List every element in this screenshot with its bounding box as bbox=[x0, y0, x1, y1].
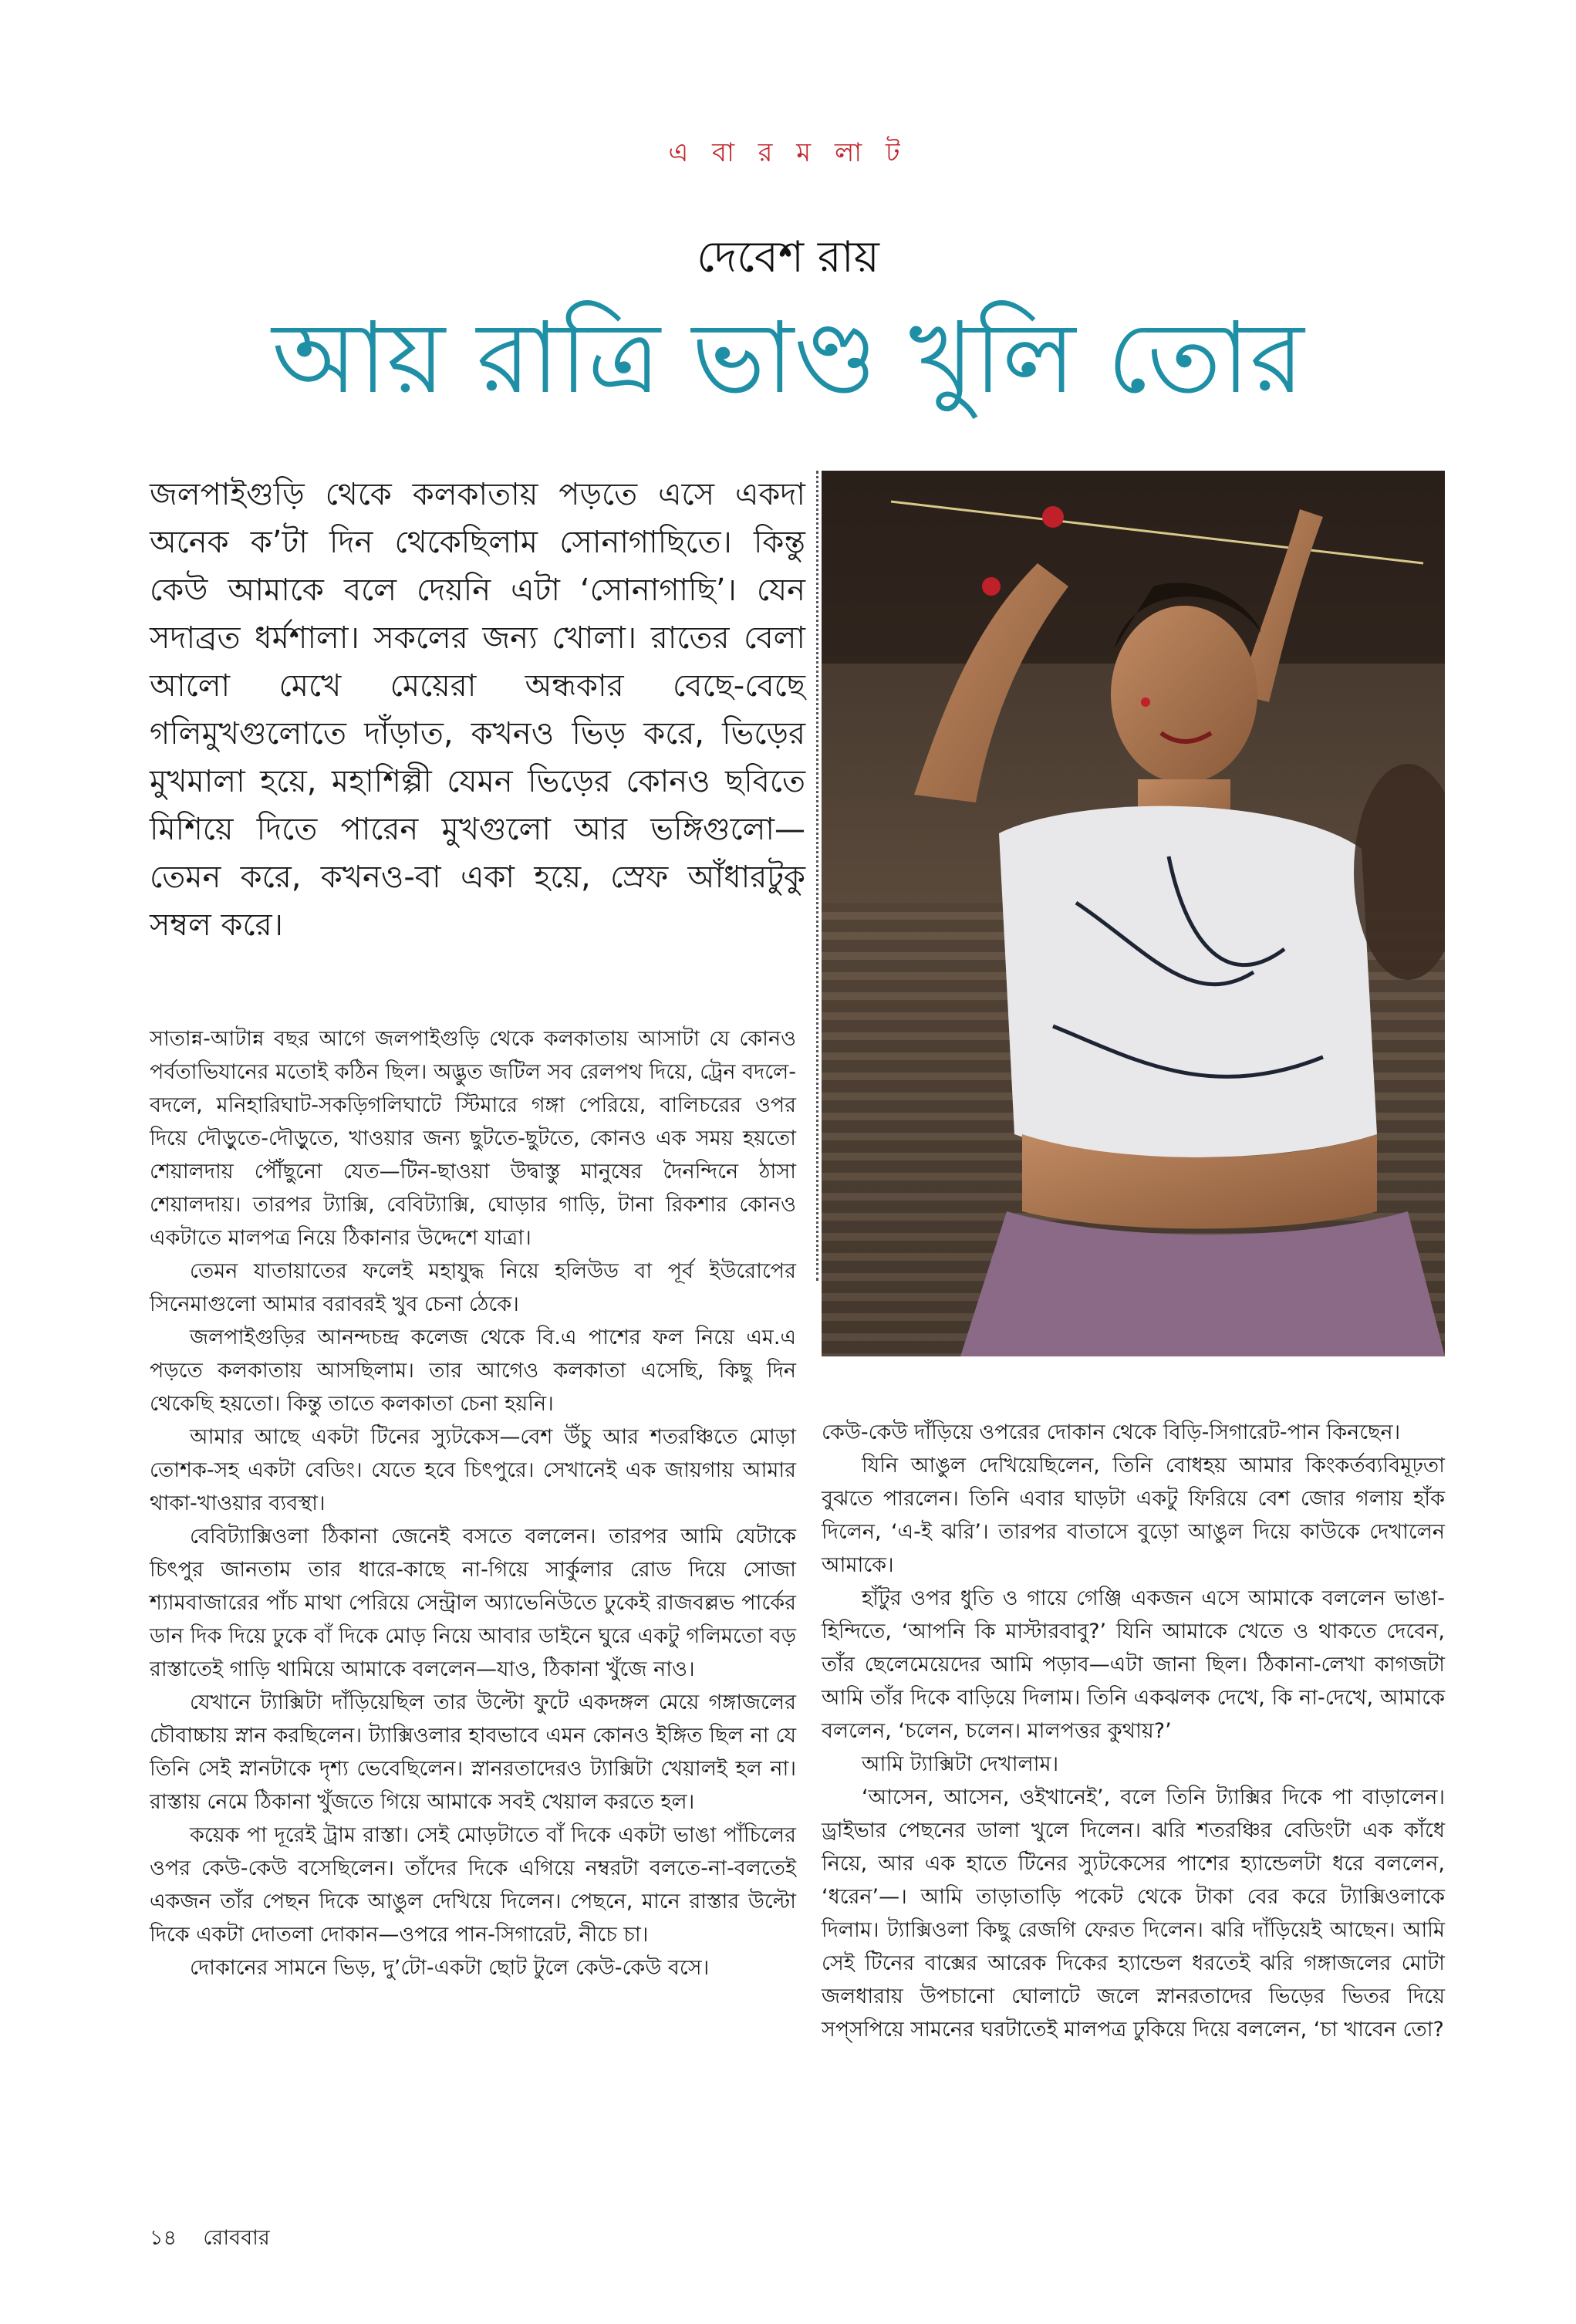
body-paragraph: ‘আসেন, আসেন, ওইখানেই’, বলে তিনি ট্যাক্সির দিকে পা বাড়ালেন। ড্রাইভার পেছনের ডালা খুলে দিলেন। ঝরি শতরঞ্চির বেডিংটা এক কাঁধে নিয়ে, আর এক হাতে টিনের স্যুটকেসের পাশের হ্যান্ডেলটা ধরে বললেন, ‘ধরেন’—। আমি তাড়াতাড়ি পকেট থেকে টাকা বের করে ট্যাক্সিওলাকে দিলাম। ট্যাক্সিওলা কিছু রেজগি ফেরত দিলেন। ঝরি দাঁড়িয়েই আছেন। আমি সেই টিনের বাক্সের আরেক দিকের হ্যান্ডেল ধরতেই ঝরি গঙ্গাজলের মোটা জলধারায় উপচানো ঘোলাটে জলে স্নানরতাদের ভিড়ের ভিতর দিয়ে সপ্‌সপিয়ে সামনের ঘরটাতেই মালপত্র ঢুকিয়ে দিয়ে বললেন, ‘চা খাবেন তো? bbox=[822, 1785, 1445, 2042]
body-paragraph: জলপাইগুড়ির আনন্দচন্দ্র কলেজ থেকে বি.এ পাশের ফল নিয়ে এম.এ পড়তে কলকাতায় আসছিলাম। তার আগেও কলকাতা এসেছি, কিছু দিন থেকেছি হয়তো। কিন্তু তাতে কলকাতা চেনা হয়নি। bbox=[150, 1326, 796, 1416]
section-label: এ বা র ম লা ট bbox=[668, 137, 908, 168]
body-paragraph: কয়েক পা দূরেই ট্রাম রাস্তা। সেই মোড়টাতে বাঁ দিকে একটা ভাঙা পাঁচিলের ওপর কেউ-কেউ বসেছিলেন। তাঁদের দিকে এগিয়ে নম্বরটা বলতে-না-বলতেই একজন তাঁর পেছন দিকে আঙুল দেখিয়ে দিলেন। পেছনে, মানে রাস্তার উল্টো দিকে একটা দোতলা দোকান—ওপরে পান-সিগারেট, নীচে চা। bbox=[150, 1823, 796, 1947]
body-paragraph: আমার আছে একটা টিনের স্যুটকেস—বেশ উঁচু আর শতরঞ্চিতে মোড়া তোশক-সহ একটা বেডিং। যেতে হবে চিৎপুরে। সেখানেই এক জায়গায় আমার থাকা-খাওয়ার ব্যবস্থা। bbox=[150, 1425, 796, 1515]
body-column-right bbox=[822, 1416, 1445, 2046]
body-paragraph: আমি ট্যাক্সিটা দেখালাম। bbox=[862, 1752, 1059, 1776]
body-paragraph: যেখানে ট্যাক্সিটা দাঁড়িয়েছিল তার উল্টো ফুটে একদঙ্গল মেয়ে গঙ্গাজলের চৌবাচ্চায় স্নান করছিলেন। ট্যাক্সিওলার হাবভাবে এমন কোনও ইঙ্গিত ছিল না যে তিনি সেই স্নানটাকে দৃশ্য ভেবেছিলেন। স্নানরতাদেরও ট্যাক্সিটা খেয়ালই হল না। রাস্তায় নেমে ঠিকানা খুঁজতে গিয়ে আমাকে সবই খেয়াল করতে হল। bbox=[150, 1691, 796, 1814]
body-paragraph: তেমন যাতায়াতের ফলেই মহাযুদ্ধ নিয়ে হলিউড বা পূর্ব ইউরোপের সিনেমাগুলো আমার বরাবরই খুব চেনা ঠেকে। bbox=[150, 1259, 796, 1316]
body-paragraph: দোকানের সামনে ভিড়, দু’টো-একটা ছোট টুলে কেউ-কেউ বসে। bbox=[190, 1956, 710, 1980]
body-paragraph: কেউ-কেউ দাঁড়িয়ে ওপরের দোকান থেকে বিড়ি-সিগারেট-পান কিনছেন। bbox=[822, 1420, 1401, 1444]
page-footer bbox=[150, 2222, 270, 2257]
intro-paragraph: জলপাইগুড়ি থেকে কলকাতায় পড়তে এসে একদা অনেক ক’টা দিন থেকেছিলাম সোনাগাছিতে। কিন্তু কেউ আমাকে বলে দেয়নি এটা ‘সোনাগাছি’। যেন সদাব্রত ধর্মশালা। সকলের জন্য খোলা। রাতের বেলা আলো মেখে মেয়েরা অন্ধকার বেছে-বেছে গলিমুখগুলোতে দাঁড়াত, কখনও ভিড় করে, ভিড়ের মুখমালা হয়ে, মহাশিল্পী যেমন ভিড়ের কোনও ছবিতে মিশিয়ে দিতে পারেন মুখগুলো আর ভঙ্গিগুলো—তেমন করে, কখনও-বা একা হয়ে, স্রেফ আঁধারটুকু সম্বল করে। bbox=[150, 477, 805, 943]
publication-name: রোববার bbox=[203, 2226, 270, 2250]
body-paragraph: যিনি আঙুল দেখিয়েছিলেন, তিনি বোধহয় আমার কিংকর্তব্যবিমূঢ়তা বুঝতে পারলেন। তিনি এবার ঘাড়টা একটু ফিরিয়ে বেশ জোর গলায় হাঁক দিলেন, ‘এ-ই ঝরি’। তারপর বাতাসে বুড়ো আঙুল দিয়ে কাউকে দেখালেন আমাকে। bbox=[822, 1454, 1445, 1577]
column-divider bbox=[816, 471, 818, 1281]
body-paragraph: বেবিট্যাক্সিওলা ঠিকানা জেনেই বসতে বললেন। তারপর আমি যেটাকে চিৎপুর জানতাম তার ধারে-কাছে না-গিয়ে সার্কুলার রোড দিয়ে সোজা শ্যামবাজারের পাঁচ মাথা পেরিয়ে সেন্ট্রাল অ্যাভেনিউতে ঢুকেই রাজবল্লভ পার্কের ডান দিক দিয়ে ঢুকে বাঁ দিকে মোড় নিয়ে আবার ডাইনে ঘুরে একটু গলিমতো বড় রাস্তাতেই গাড়ি থামিয়ে আমাকে বললেন—যাও, ঠিকানা খুঁজে নাও। bbox=[150, 1525, 796, 1681]
body-paragraph: সাতান্ন-আটান্ন বছর আগে জলপাইগুড়ি থেকে কলকাতায় আসাটা যে কোনও পর্বতাভিযানের মতোই কঠিন ছিল। অদ্ভুত জটিল সব রেলপথ দিয়ে, ট্রেন বদলে-বদলে, মনিহারিঘাট-সকড়িগলিঘাটে স্টিমারে গঙ্গা পেরিয়ে, বালিচরের ওপর দিয়ে দৌড়ুতে-দৌড়ুতে, খাওয়ার জন্য ছুটতে-ছুটতে, কোনও এক সময় হয়তো শেয়ালদায় পৌঁছুনো যেত—টিন-ছাওয়া উদ্বাস্তু মানুষের দৈনন্দিনে ঠাসা শেয়ালদায়। তারপর ট্যাক্সি, বেবিট্যাক্সি, ঘোড়ার গাড়ি, টানা রিকশার কোনও একটাতে মালপত্র নিয়ে ঠিকানার উদ্দেশে যাত্রা। bbox=[150, 1027, 796, 1250]
article-photo bbox=[822, 471, 1445, 1356]
article-title: আয় রাত্রি ভাণ্ড খুলি তোর bbox=[272, 301, 1304, 416]
author-name: দেবেশ রায় bbox=[697, 232, 879, 282]
page-number: ১৪ bbox=[150, 2226, 177, 2250]
body-column-left bbox=[150, 1022, 796, 1985]
body-paragraph: হাঁটুর ওপর ধুতি ও গায়ে গেঞ্জি একজন এসে আমাকে বললেন ভাঙা-হিন্দিতে, ‘আপনি কি মাস্টারবাবু?’ যিনি আমাকে খেতে ও থাকতে দেবেন, তাঁর ছেলেমেয়েদের আমি পড়াব—এটা জানা ছিল। ঠিকানা-লেখা কাগজটা আমি তাঁর দিকে বাড়িয়ে দিলাম। তিনি একঝলক দেখে, কি না-দেখে, আমাকে বললেন, ‘চলেন, চলেন। মালপত্তর কুথায়?’ bbox=[822, 1586, 1445, 1743]
